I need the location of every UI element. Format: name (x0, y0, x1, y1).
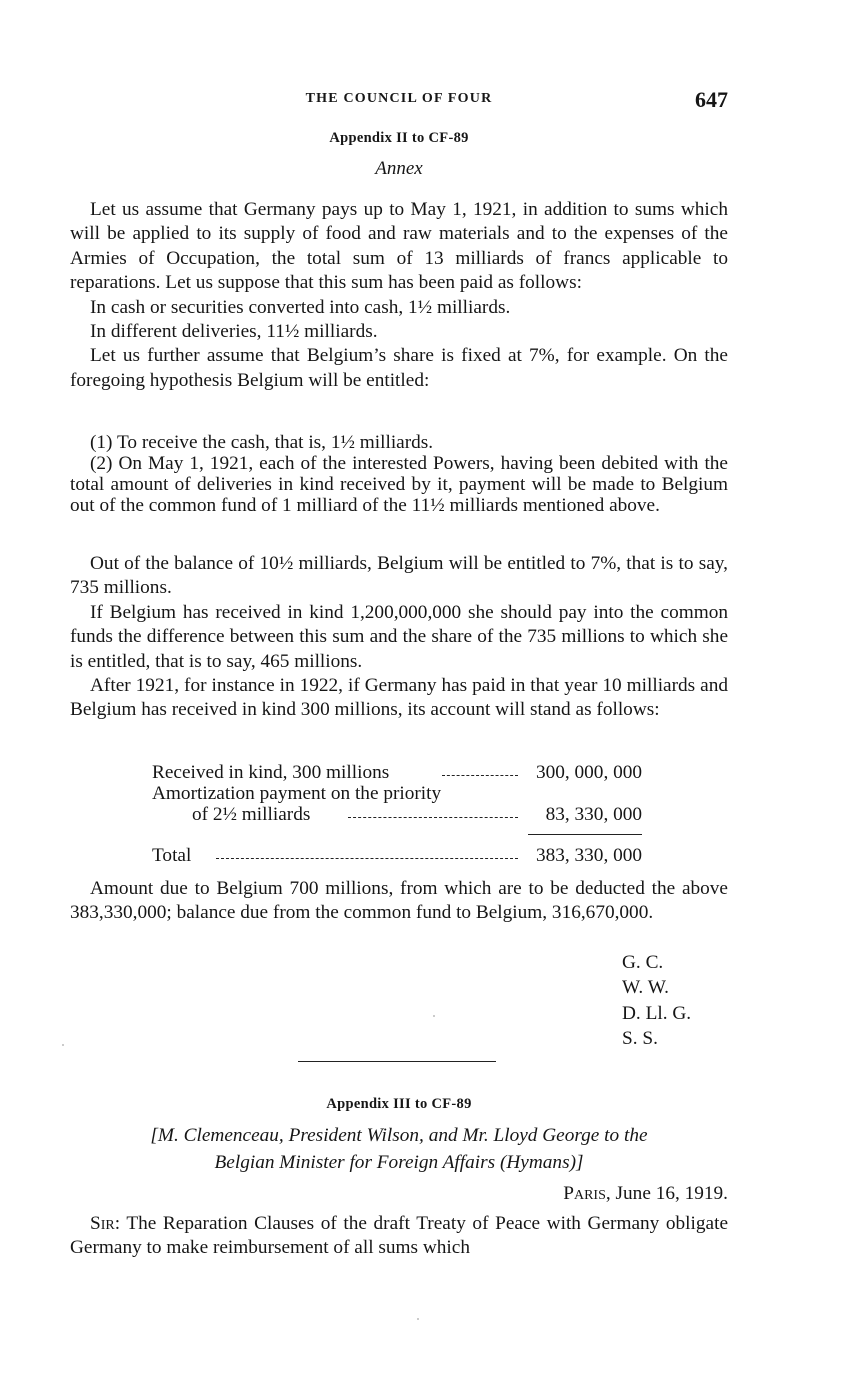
initials-line: W. W. (622, 977, 669, 999)
ledger-amount: 300, 000, 000 (535, 762, 642, 783)
section-separator (298, 1061, 496, 1062)
paragraph: Let us assume that Germany pays up to May 1, 1921, in addition to sums which will be applied to its supply of food and raw materials and to the expenses of the Armies of Occupation, the total sum of 13 milliards of francs applicable to reparations. Let us suppose that this sum has been paid as follows: (70, 199, 728, 294)
ledger-label: Amortization payment on the priority (152, 783, 442, 804)
dateline (563, 1183, 728, 1205)
appendix-3-heading: Appendix III to CF-89 (326, 1096, 472, 1112)
ledger-label: Received in kind, 300 millions (152, 762, 390, 783)
addressee-line: [M. Clemenceau, President Wilson, and Mr. Lloyd George to the (150, 1125, 648, 1146)
appendix-2-conclusion (70, 877, 728, 926)
ledger-label: of 2½ milliards (192, 804, 311, 825)
paragraph: Out of the balance of 10½ milliards, Belgium will be entitled to 7%, that is to say, 735 millions. (70, 553, 728, 599)
ledger-row-total (152, 845, 642, 866)
account-ledger (152, 762, 642, 825)
numbered-list (70, 432, 728, 516)
paragraph: After 1921, for instance in 1922, if Germany has paid in that year 10 milliards and Belgium has received in kind 300 millions, its account will stand as follows: (70, 675, 728, 721)
sum-rule (528, 834, 642, 835)
paragraph: In different deliveries, 11½ milliards. (90, 321, 378, 343)
paper-speck (62, 1044, 64, 1046)
ledger-label: Total (152, 845, 192, 866)
page-header (70, 87, 728, 113)
appendix-2-heading: Appendix II to CF-89 (329, 130, 469, 146)
list-item: (1) To receive the cash, that is, 1½ milliards. (90, 432, 434, 453)
paper-speck (433, 1015, 435, 1017)
initials-line: D. Ll. G. (622, 1002, 692, 1024)
paragraph: If Belgium has received in kind 1,200,000,000 she should pay into the common funds the difference between this sum and the share of the 735 millions to which she is entitled, that is to say, 465 millions. (70, 601, 728, 672)
page-number: 647 (695, 87, 728, 112)
ledger-amount: 383, 330, 000 (535, 845, 642, 866)
leader-dots (348, 817, 518, 818)
leader-dots (216, 858, 518, 859)
leader-dots (442, 775, 518, 776)
salutation: Sir (90, 1213, 115, 1234)
letter-body (70, 1212, 728, 1261)
paper-speck (417, 1318, 419, 1320)
letter-text: : The Reparation Clauses of the draft Treaty of Peace with Germany obligate Germany to make reimbursement of all sums which (70, 1213, 728, 1259)
signatory-initials (622, 950, 691, 1051)
appendix-2-body (70, 198, 728, 393)
annex-subheading: Annex (375, 158, 423, 179)
paragraph: In cash or securities converted into cash, 1½ milliards. (90, 296, 511, 318)
ledger-row-amortization (152, 783, 642, 804)
addressee-line: Belgian Minister for Foreign Affairs (Hymans)] (214, 1152, 584, 1173)
letter-addressees (70, 1122, 728, 1176)
ledger-row-amortization-cont (152, 804, 642, 825)
paragraph: Amount due to Belgium 700 millions, from which are to be deducted the above 383,330,000; balance due from the common fund to Belgium, 316,670,000. (70, 878, 728, 924)
dateline-place: Paris (563, 1183, 606, 1204)
running-title: THE COUNCIL OF FOUR (305, 91, 493, 106)
initials-line: G. C. (622, 952, 664, 973)
ledger-row-received (152, 762, 642, 783)
ledger-amount: 83, 330, 000 (545, 804, 642, 825)
list-item: (2) On May 1, 1921, each of the interested Powers, having been debited with the total amount of deliveries in kind received by it, payment will be made to Belgium out of the common fund of 1 milliard of the 11½ milliards mentioned above. (70, 453, 728, 516)
paragraph: Let us further assume that Belgium’s share is fixed at 7%, for example. On the foregoing hypothesis Belgium will be entitled: (70, 345, 728, 391)
ledger-total (152, 845, 642, 866)
appendix-2-body-continued (70, 552, 728, 723)
dateline-date: , June 16, 1919. (605, 1183, 728, 1204)
initials-line: S. S. (622, 1027, 658, 1049)
